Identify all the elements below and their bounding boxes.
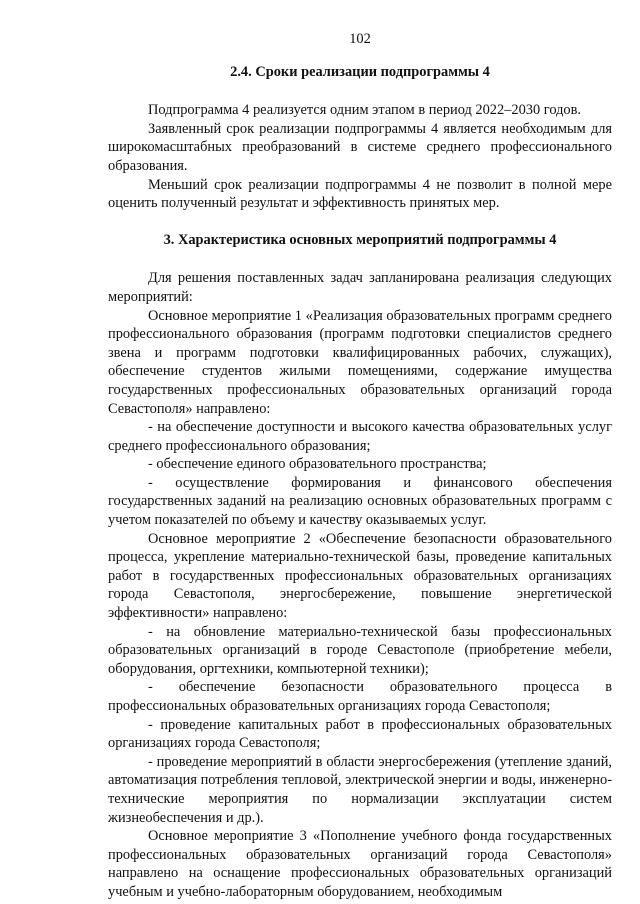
paragraph: Заявленный срок реализации подпрограммы 4 является необходимым для широкомасштабных преобразований в системе среднего профессионального образования. [108,120,612,174]
document-page [108,30,612,902]
list-item: - обеспечение единого образовательного пространства; [148,456,487,473]
section-heading-3: 3. Характеристика основных мероприятий подпрограммы 4 [163,231,557,248]
list-item: - проведение капитальных работ в профессиональных образовательных организациях города Севастополя; [108,716,612,752]
list-item: - осуществление формирования и финансового обеспечения государственных заданий на реализацию основных образовательных программ с учетом показателей по объему и качеству оказываемых услуг. [108,474,612,529]
measure-3-text: Основное мероприятие 3 «Пополнение учебного фонда государственных профессиональных образовательных организаций города Севастополя» направлено на оснащение профессиональных образовательных организаций учебным и учебно-лабораторным оборудованием, необходимым [108,828,612,900]
list-item: - обеспечение безопасности образовательного процесса в профессиональных образовательных организациях города Севастополя; [108,679,612,714]
measure-1-text: Основное мероприятие 1 «Реализация образовательных программ среднего профессионального образования (программ подготовки специалистов среднего звена и программ подготовки квалифицированных рабочих, служащих), обеспечение студентов жилыми помещениями, содержание имущества государственных профессиональных образовательных организаций города Севастополя» направлено: [108,307,612,417]
page-number: 102 [349,31,371,47]
list-item: - на обновление материально-технической базы профессиональных образовательных организаций в городе Севастополе (приобретение мебели, оборудования, оргтехники, компьютерной техники); [108,623,612,677]
section-heading-2-4: 2.4. Сроки реализации подпрограммы 4 [230,63,490,80]
list-item: - на обеспечение доступности и высокого качества образовательных услуг среднего профессионального образования; [108,419,612,454]
paragraph: Меньший срок реализации подпрограммы 4 не позволит в полной мере оценить полученный результат и эффективность принятых мер. [108,176,612,212]
paragraph: Подпрограмма 4 реализуется одним этапом в период 2022–2030 годов. [148,102,582,119]
measure-2-text: Основное мероприятие 2 «Обеспечение безопасности образовательного процесса, укрепление материально-технической базы, проведение капитальных работ в государственных профессиональных образовательных организациях города Севастополя, энергосбережение, повышение энергетической эффективности» направлено: [108,530,612,622]
paragraph: Для решения поставленных задач запланирована реализация следующих мероприятий: [108,270,612,305]
list-item: - проведение мероприятий в области энергосбережения (утепление зданий, автоматизация потребления тепловой, электрической энергии и воды, инженерно-технические мероприятия по нормализации эксплуатации систем жизнеобеспечения и др.). [108,753,612,826]
